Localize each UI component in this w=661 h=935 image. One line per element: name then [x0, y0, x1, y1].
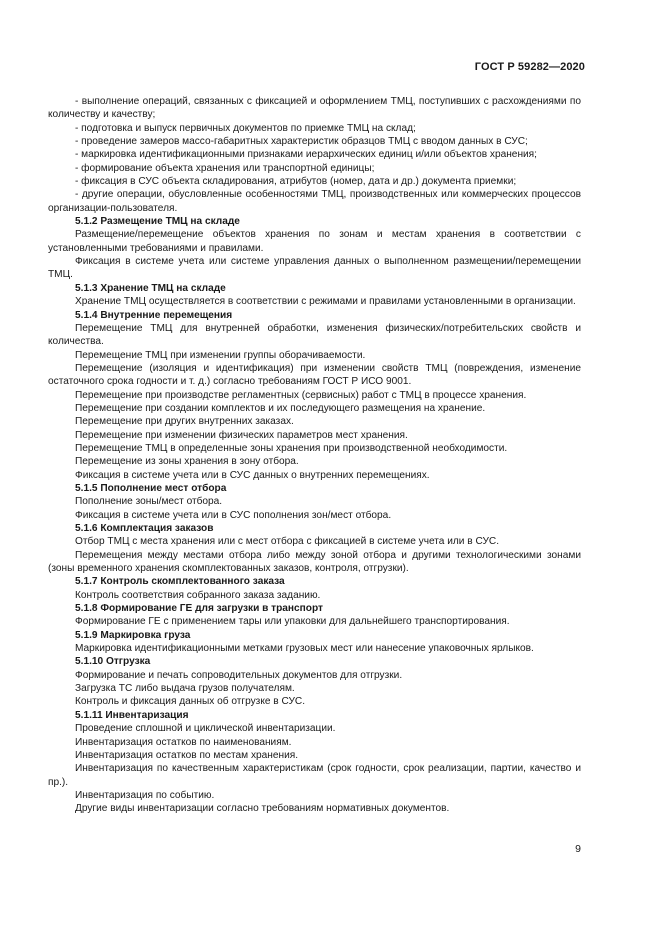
paragraph: - проведение замеров массо-габаритных характеристик образцов ТМЦ с вводом данных в СУС;: [75, 136, 528, 148]
paragraph: Перемещение при производстве регламентных (сервисных) работ с ТМЦ в процессе хранения.: [75, 389, 527, 401]
paragraph: Размещение/перемещение объектов хранения по зонам и местам хранения в соответствии с установленными требованиями и правилами.: [48, 229, 581, 254]
paragraph: Контроль соответствия собранного заказа заданию.: [75, 589, 321, 601]
paragraph: Маркировка идентификационными метками грузовых мест или нанесение упаковочных ярлыков.: [75, 643, 534, 655]
paragraph: Инвентаризация остатков по местам хранения.: [75, 749, 299, 761]
paragraph: Перемещение ТМЦ в определенные зоны хранения при производственной необходимости.: [75, 442, 508, 454]
section-heading: 5.1.3 Хранение ТМЦ на складе: [75, 282, 226, 294]
section-heading: 5.1.7 Контроль скомплектованного заказа: [75, 576, 285, 588]
paragraph: Перемещение при создании комплектов и их последующего размещения на хранение.: [75, 402, 486, 414]
paragraph: Формирование и печать сопроводительных документов для отгрузки.: [75, 669, 403, 681]
section-heading: 5.1.10 Отгрузка: [75, 656, 151, 668]
paragraph: Отбор ТМЦ с места хранения или с мест отбора с фиксацией в системе учета или в СУС.: [75, 536, 500, 548]
paragraph: Пополнение зоны/мест отбора.: [75, 496, 223, 508]
paragraph: Перемещение при других внутренних заказах.: [75, 416, 294, 428]
paragraph: Фиксация в системе учета или в СУС пополнения зон/мест отбора.: [75, 509, 392, 521]
section-heading: 5.1.8 Формирование ГЕ для загрузки в транспорт: [75, 603, 323, 615]
paragraph: - подготовка и выпуск первичных документов по приемке ТМЦ на склад;: [75, 122, 416, 134]
section-heading: 5.1.4 Внутренние перемещения: [75, 309, 233, 321]
paragraph: Загрузка ТС либо выдача грузов получателям.: [75, 683, 295, 695]
paragraph: Формирование ГЕ с применением тары или упаковки для дальнейшего транспортирования.: [75, 616, 510, 628]
standard-code: ГОСТ Р 59282—2020: [474, 61, 585, 73]
section-heading: 5.1.5 Пополнение мест отбора: [75, 482, 227, 494]
paragraph: Фиксация в системе учета или системе управления данных о выполненном размещении/перемещении ТМЦ.: [48, 256, 581, 281]
paragraph: Фиксация в системе учета или в СУС данных о внутренних перемещениях.: [75, 469, 430, 481]
paragraph: Перемещение ТМЦ для внутренней обработки, изменения физических/потребительских свойств и количества.: [48, 322, 581, 348]
paragraph: Перемещение (изоляция и идентификация) при изменении свойств ТМЦ (повреждения, изменение остаточного срока годности и т. д.) согласно требованиям ГОСТ Р ИСО 9001.: [48, 362, 581, 388]
document-body: [48, 95, 581, 816]
page-number: 9: [575, 843, 581, 855]
paragraph: - формирование объекта хранения или транспортной единицы;: [75, 162, 375, 174]
paragraph: Перемещения между местами отбора либо между зоной отбора и другими технологическими зонами (зоны временного хранения скомплектованных заказов, контроля, отгрузки).: [48, 549, 581, 575]
paragraph: Контроль и фиксация данных об отгрузке в СУС.: [75, 696, 306, 708]
paragraph: - выполнение операций, связанных с фиксацией и оформлением ТМЦ, поступивших с расхождениями по количеству и качеству;: [48, 96, 581, 121]
paragraph: Другие виды инвентаризации согласно требованиям нормативных документов.: [75, 803, 450, 815]
paragraph: Перемещение из зоны хранения в зону отбора.: [75, 456, 299, 468]
paragraph: Проведение сплошной и циклической инвентаризации.: [75, 723, 336, 735]
paragraph: Перемещение ТМЦ при изменении группы оборачиваемости.: [75, 349, 366, 361]
paragraph: Инвентаризация остатков по наименованиям.: [75, 736, 292, 748]
paragraph: - фиксация в СУС объекта складирования, атрибутов (номер, дата и др.) документа приемки;: [75, 176, 517, 188]
section-heading: 5.1.9 Маркировка груза: [75, 629, 191, 641]
paragraph: Перемещение при изменении физических параметров мест хранения.: [75, 429, 408, 441]
paragraph: Хранение ТМЦ осуществляется в соответствии с режимами и правилами установленными в организации.: [75, 296, 576, 308]
section-heading: 5.1.2 Размещение ТМЦ на складе: [75, 216, 240, 228]
paragraph: Инвентаризация по качественным характеристикам (срок годности, срок реализации, партии, качество и пр.).: [48, 763, 581, 788]
paragraph: - другие операции, обусловленные особенностями ТМЦ, производственных или коммерческих процессов организации-пользователя.: [48, 189, 581, 214]
section-heading: 5.1.6 Комплектация заказов: [75, 523, 214, 534]
paragraph: - маркировка идентификационными признаками иерархических единиц и/или объектов хранения;: [75, 149, 537, 161]
section-heading: 5.1.11 Инвентаризация: [75, 709, 189, 721]
paragraph: Инвентаризация по событию.: [75, 789, 215, 801]
